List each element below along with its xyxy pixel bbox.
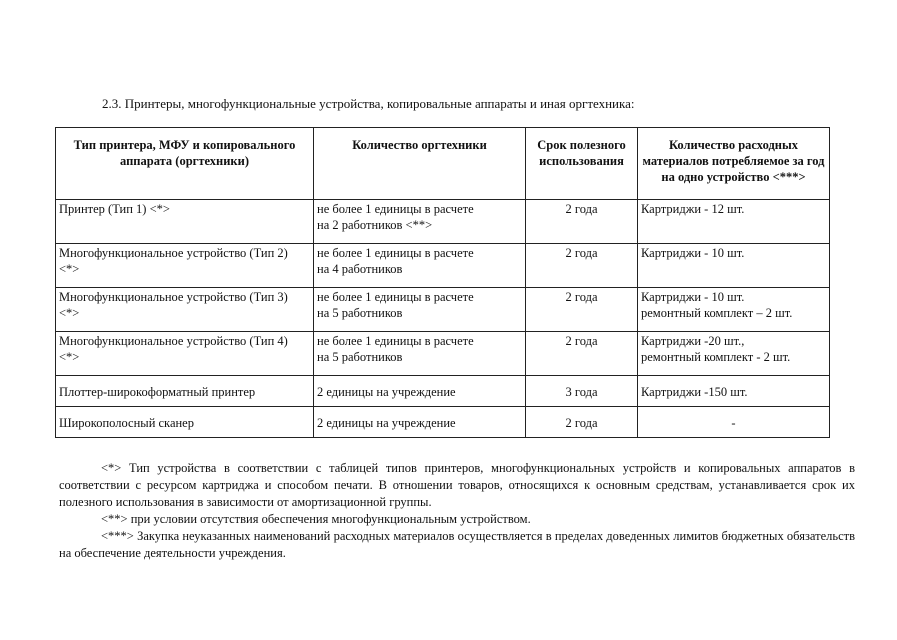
cell-consumables	[638, 332, 830, 376]
cell-consumables-line: Картриджи - 10 шт.	[641, 246, 745, 260]
cell-quantity-line: не более 1 единицы в расчете	[317, 290, 474, 304]
footnotes	[59, 460, 855, 562]
table-row	[56, 376, 830, 407]
cell-quantity-line: 2 единицы на учреждение	[317, 384, 456, 399]
cell-quantity	[314, 407, 526, 438]
footnote-1: <*> Тип устройства в соответствии с таблицей типов принтеров, многофункциональных устройств и копировальных аппаратов в соответствии с ресурсом картриджа и способом печати. В отношении товаров, относящихся к основным средствам, устанавливается срок их полезного использования в зависимости от амортизационной группы.	[59, 461, 855, 509]
cell-consumables-line: Картриджи - 10 шт.	[641, 290, 745, 304]
cell-quantity	[314, 376, 526, 407]
cell-consumables	[638, 244, 830, 288]
footnote-2: <**> при условии отсутствия обеспечения многофункциональным устройством.	[101, 512, 531, 526]
cell-consumables-line: ремонтный комплект – 2 шт.	[641, 306, 793, 320]
cell-equipment-type: Многофункциональное устройство (Тип 4) <*>	[56, 332, 314, 376]
cell-equipment-type: Плоттер-широкоформатный принтер	[56, 376, 314, 407]
cell-quantity-line: не более 1 единицы в расчете	[317, 246, 474, 260]
cell-consumables-line: ремонтный комплект - 2 шт.	[641, 350, 791, 364]
header-consumables: Количество расходных материалов потребляемое за год на одно устройство <***>	[638, 128, 830, 200]
cell-consumables-line: -	[731, 415, 736, 430]
cell-quantity-line: на 5 работников	[317, 306, 403, 320]
cell-equipment-type: Многофункциональное устройство (Тип 3) <*>	[56, 288, 314, 332]
cell-consumables-line: Картриджи -150 шт.	[641, 384, 748, 399]
cell-consumables-line: Картриджи - 12 шт.	[641, 202, 745, 216]
section-heading: 2.3. Принтеры, многофункциональные устройства, копировальные аппараты и иная оргтехника:	[102, 96, 635, 111]
table-row	[56, 407, 830, 438]
table-row	[56, 332, 830, 376]
cell-consumables	[638, 200, 830, 244]
cell-quantity-line: на 2 работников <**>	[317, 218, 433, 232]
cell-quantity	[314, 244, 526, 288]
cell-quantity-line: 2 единицы на учреждение	[317, 415, 456, 430]
cell-useful-life: 2 года	[526, 407, 638, 438]
equipment-table	[55, 127, 830, 438]
table-row	[56, 200, 830, 244]
cell-useful-life: 3 года	[526, 376, 638, 407]
cell-useful-life: 2 года	[526, 200, 638, 244]
cell-quantity-line: не более 1 единицы в расчете	[317, 202, 474, 216]
cell-equipment-type: Принтер (Тип 1) <*>	[56, 200, 314, 244]
cell-quantity	[314, 200, 526, 244]
footnote-3: <***> Закупка неуказанных наименований расходных материалов осуществляется в пределах доведенных лимитов бюджетных обязательств на обеспечение деятельности учреждения.	[59, 529, 855, 560]
header-equipment-type: Тип принтера, МФУ и копировального аппарата (оргтехники)	[56, 128, 314, 200]
cell-quantity-line: на 4 работников	[317, 262, 403, 276]
cell-useful-life: 2 года	[526, 244, 638, 288]
cell-equipment-type: Многофункциональное устройство (Тип 2) <*>	[56, 244, 314, 288]
cell-consumables	[638, 288, 830, 332]
header-quantity: Количество оргтехники	[314, 128, 526, 200]
cell-quantity-line: на 5 работников	[317, 350, 403, 364]
cell-equipment-type: Широкополосный сканер	[56, 407, 314, 438]
table-row	[56, 244, 830, 288]
header-useful-life: Срок полезного использования	[526, 128, 638, 200]
cell-consumables	[638, 407, 830, 438]
table-row	[56, 288, 830, 332]
cell-quantity	[314, 288, 526, 332]
cell-useful-life: 2 года	[526, 332, 638, 376]
table-header-row	[56, 128, 830, 200]
cell-quantity	[314, 332, 526, 376]
cell-useful-life: 2 года	[526, 288, 638, 332]
cell-quantity-line: не более 1 единицы в расчете	[317, 334, 474, 348]
cell-consumables-line: Картриджи -20 шт.,	[641, 334, 745, 348]
cell-consumables	[638, 376, 830, 407]
